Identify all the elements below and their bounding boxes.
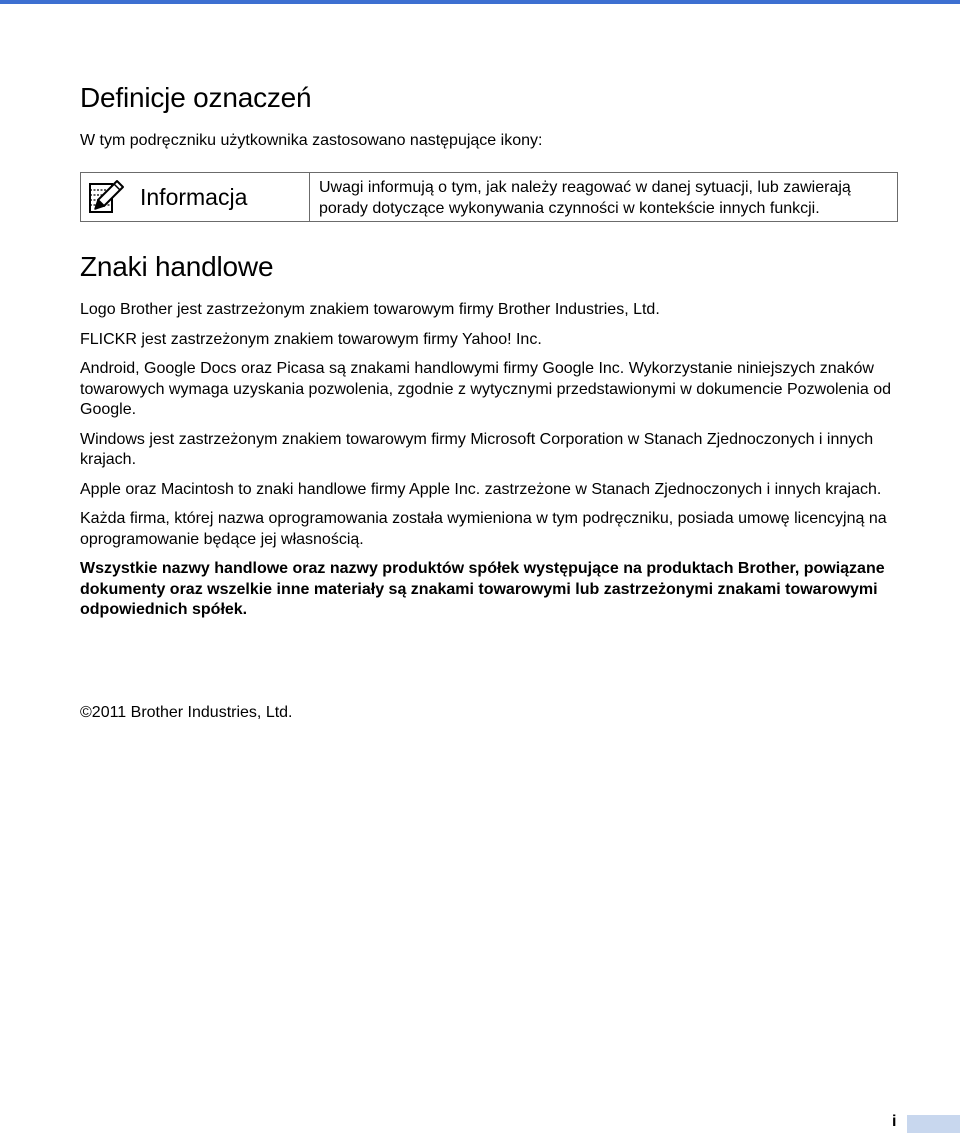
note-pencil-icon xyxy=(87,179,125,217)
paragraph: FLICKR jest zastrzeżonym znakiem towarowym firmy Yahoo! Inc. xyxy=(80,330,542,348)
paragraph-bold-notice: Wszystkie nazwy handlowe oraz nazwy produktów spółek występujące na produktach Brother, powiązane dokumenty oraz wszelkie inne materiały są znakami towarowymi lub zastrzeżonymi znakami towarowymi odpowiednich spółek. xyxy=(80,560,885,618)
intro-text: W tym podręczniku użytkownika zastosowano następujące ikony: xyxy=(80,132,543,149)
paragraph: Każda firma, której nazwa oprogramowania została wymieniona w tym podręczniku, posiada umowę licencyjną na oprogramowanie będące jej własnością. xyxy=(80,510,887,548)
paragraph: Android, Google Docs oraz Picasa są znakami handlowymi firmy Google Inc. Wykorzystanie niniejszych znaków towarowych wymaga uzyskania pozwolenia, zgodnie z wytycznymi przedstawionymi w dokumencie Pozwolenia od Google. xyxy=(80,360,892,418)
note-definition-table xyxy=(80,172,898,222)
top-rule xyxy=(0,0,960,4)
note-icon-cell xyxy=(81,173,310,221)
paragraph: Apple oraz Macintosh to znaki handlowe firmy Apple Inc. zastrzeżone w Stanach Zjednoczonych i innych krajach. xyxy=(80,480,882,498)
note-label: Informacja xyxy=(140,184,248,210)
section-title-definitions: Definicje oznaczeń xyxy=(80,82,312,113)
paragraph: Windows jest zastrzeżonym znakiem towarowym firmy Microsoft Corporation w Stanach Zjednoczonych i innych krajach. xyxy=(80,430,874,468)
paragraph: Logo Brother jest zastrzeżonym znakiem towarowym firmy Brother Industries, Ltd. xyxy=(80,301,660,318)
page-number: i xyxy=(892,1113,897,1130)
page-tab xyxy=(907,1115,960,1133)
section-title-trademarks: Znaki handlowe xyxy=(80,251,274,282)
trademark-paragraphs xyxy=(80,300,898,630)
copyright: ©2011 Brother Industries, Ltd. xyxy=(80,704,293,721)
note-description: Uwagi informują o tym, jak należy reagować w danej sytuacji, lub zawierają porady dotyczące wykonywania czynności w kontekście innych funkcji. xyxy=(319,179,851,217)
